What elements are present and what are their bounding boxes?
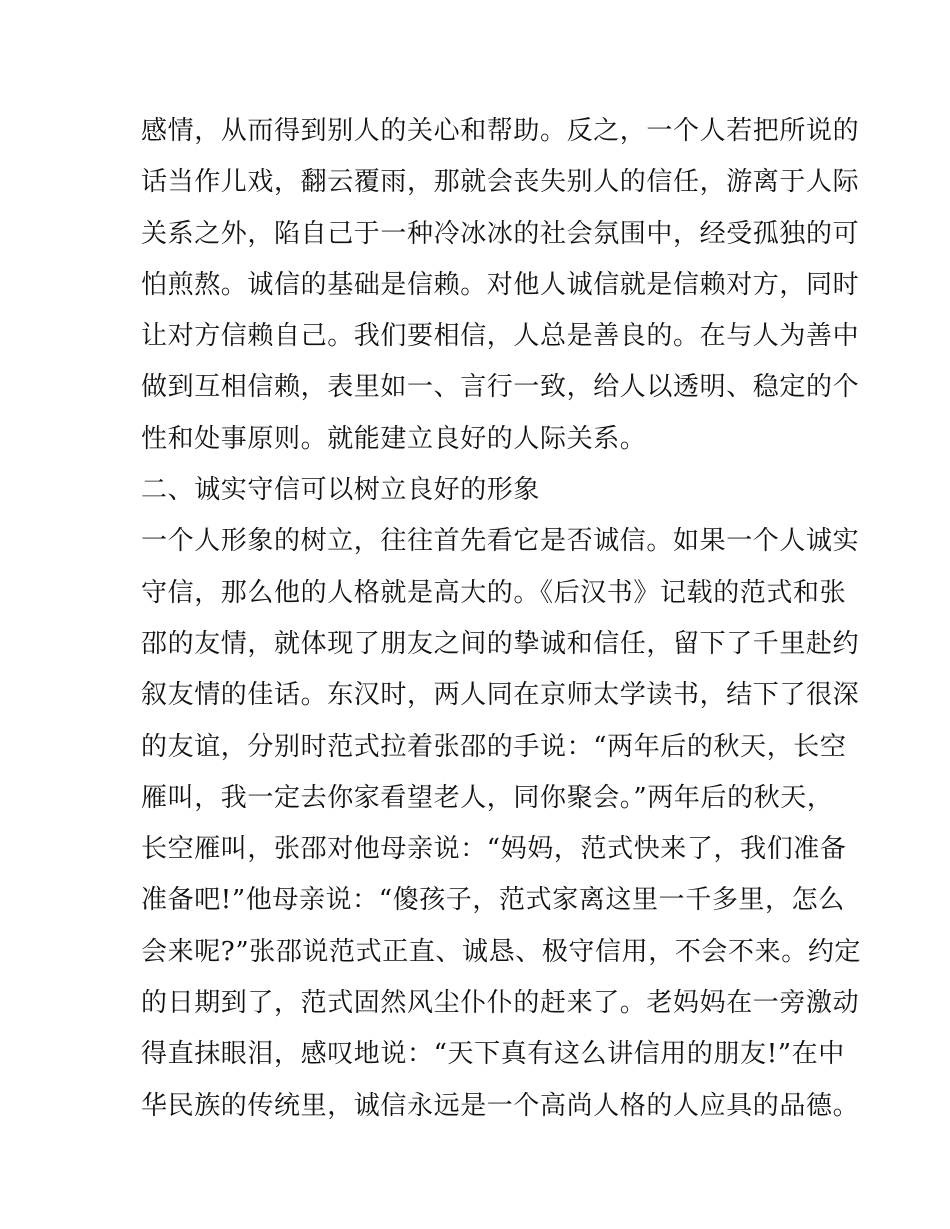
- text-line: 做到互相信赖，表里如一、言行一致，给人以透明、稳定的个: [141, 372, 860, 403]
- text-line: 准备吧!”他母亲说：“傻孩子，范式家离这里一千多里，怎么: [141, 885, 845, 916]
- text-line: 让对方信赖自己。我们要相信，人总是善良的。在与人为善中: [141, 321, 860, 352]
- text-line: 得直抹眼泪，感叹地说：“天下真有这么讲信用的朋友!”在中: [141, 1039, 845, 1070]
- section-heading: 二、诚实守信可以树立良好的形象: [141, 475, 541, 506]
- text-line: 怕煎熬。诚信的基础是信赖。对他人诚信就是信赖对方，同时: [141, 269, 860, 300]
- text-line: 的友谊，分别时范式拉着张邵的手说：“两年后的秋天，长空: [141, 731, 847, 762]
- text-line: 感情，从而得到别人的关心和帮助。反之，一个人若把所说的: [141, 116, 860, 146]
- text-line: 性和处事原则。就能建立良好的人际关系。: [141, 423, 647, 454]
- text-line: 的日期到了，范式固然风尘仆仆的赶来了。老妈妈在一旁激动: [141, 988, 860, 1019]
- text-line: 关系之外，陷自己于一种冷冰冰的社会氛围中，经受孤独的可: [141, 218, 860, 249]
- text-line: 守信，那么他的人格就是高大的。《后汉书》记载的范式和张: [141, 577, 847, 608]
- text-line: 一个人形象的树立，往往首先看它是否诚信。如果一个人诚实: [141, 526, 860, 557]
- body-text: [141, 106, 862, 1132]
- text-line: 话当作儿戏，翻云覆雨，那就会丧失别人的信任，游离于人际: [141, 167, 860, 198]
- text-line: 会来呢?”张邵说范式正直、诚恳、极守信用，不会不来。约定: [141, 936, 862, 967]
- text-line: 长空雁叫，张邵对他母亲说：“妈妈，范式快来了，我们准备: [141, 834, 847, 865]
- text-line: 华民族的传统里，诚信永远是一个高尚人格的人应具的品德。: [141, 1090, 860, 1121]
- text-line: 雁叫，我一定去你家看望老人，同你聚会。”两年后的秋天，: [141, 782, 834, 813]
- text-line: 叙友情的佳话。东汉时，两人同在京师太学读书，结下了很深: [141, 680, 860, 711]
- text-line: 邵的友情，就体现了朋友之间的挚诚和信任，留下了千里赴约: [141, 628, 860, 659]
